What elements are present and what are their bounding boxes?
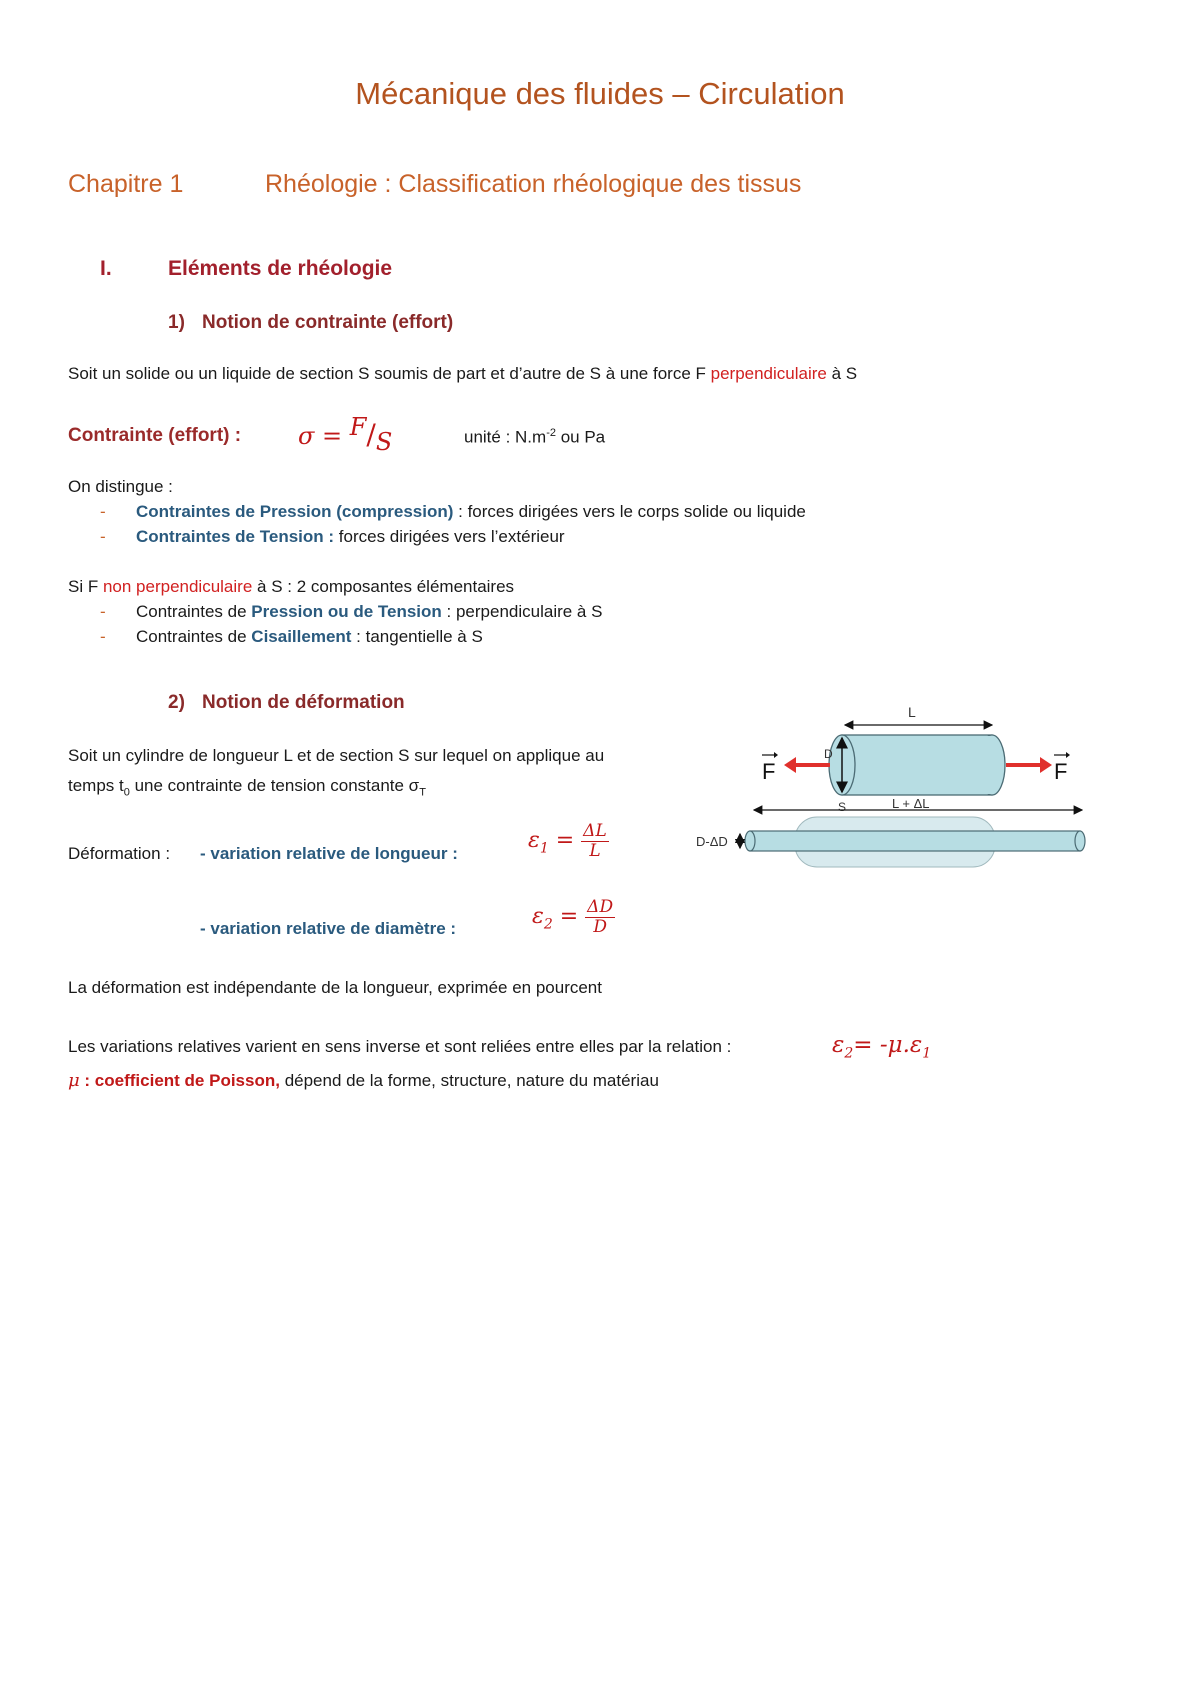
- eps1-num: ΔL: [583, 821, 607, 841]
- distinguish-text: On distingue :: [68, 477, 173, 496]
- subsection-title-1: Notion de contrainte (effort): [202, 312, 454, 333]
- rel-sub1: 2: [844, 1045, 854, 1062]
- poisson-desc: dépend de la forme, structure, nature du matériau: [279, 1071, 659, 1090]
- list-item-pressure: [100, 502, 806, 522]
- chapter-title: Rhéologie : Classification rhéologique des tissus: [265, 170, 802, 198]
- line2-a: temps t: [68, 776, 124, 795]
- cylinder-line-1: Soit un cylindre de longueur L et de section S sur lequel on applique au: [68, 746, 605, 765]
- stress-denominator: S: [375, 428, 393, 456]
- paragraph-intro: [68, 364, 857, 384]
- label-D: D: [824, 747, 833, 761]
- list-item-pressure-tension: [100, 602, 602, 622]
- unit-text-b: ou Pa: [555, 427, 606, 447]
- subsection-number-1: 1): [168, 312, 185, 333]
- bullet: -: [100, 602, 106, 621]
- eps2-fraction: [585, 898, 615, 936]
- nonperp-a: Si F: [68, 577, 103, 596]
- label-F-right: F: [1054, 759, 1068, 784]
- eps1-den: L: [589, 840, 601, 861]
- poisson-term: : coefficient de Poisson,: [79, 1071, 280, 1090]
- item2-desc: forces dirigées vers l’extérieur: [334, 527, 565, 546]
- bullet: -: [100, 527, 106, 546]
- stress-numerator: F: [349, 413, 367, 441]
- cylinder-line-2: [68, 776, 426, 798]
- item3-term: Pression ou de Tension: [251, 602, 442, 621]
- poisson-definition: [68, 1070, 659, 1091]
- line2-sub: 0: [123, 786, 130, 799]
- bullet: -: [100, 502, 106, 521]
- independence-text: La déformation est indépendante de la longueur, exprimée en pourcent: [68, 978, 602, 997]
- section-title: Eléments de rhéologie: [168, 257, 393, 280]
- document-title: Mécanique des fluides – Circulation: [355, 76, 845, 111]
- stress-label: [68, 425, 241, 447]
- intro-text-perpendicular: perpendiculaire: [710, 364, 827, 383]
- subsection-number-2: 2): [168, 692, 185, 713]
- nonperp-red: non perpendiculaire: [102, 577, 253, 596]
- epsilon1-formula: [528, 822, 609, 860]
- nonperp-b: à S : 2 composantes élémentaires: [252, 577, 515, 596]
- list-item-tension: [100, 527, 565, 547]
- poisson-mu: μ: [68, 1070, 80, 1091]
- stretched-cylinder: [750, 831, 1080, 851]
- eps2-eq: =: [552, 904, 579, 930]
- label-L: L: [908, 704, 916, 720]
- bullet: -: [100, 627, 106, 646]
- label-L-plus-dL: L + ΔL: [892, 796, 930, 811]
- paragraph-nonperp: [68, 577, 514, 597]
- item4-desc: : tangentielle à S: [351, 627, 483, 646]
- poisson-relation: [832, 1032, 931, 1062]
- stress-lhs: σ =: [298, 422, 343, 450]
- eps1-eq: =: [548, 828, 575, 854]
- unit-text: unité : N.m: [464, 427, 547, 447]
- stress-label-text: Contrainte (effort) :: [68, 425, 242, 446]
- unit-exponent: -2: [546, 427, 556, 439]
- rel-sub2: 1: [922, 1045, 932, 1062]
- eps2-sub: 2: [543, 916, 553, 933]
- eps1-fraction: [581, 822, 609, 860]
- variation-length-label: - variation relative de longueur :: [200, 844, 458, 863]
- chapter-number: Chapitre 1: [68, 170, 184, 198]
- rel-eps2: ε: [832, 1032, 845, 1058]
- item3-a: Contraintes de: [136, 602, 252, 621]
- eps2-symbol: ε: [532, 904, 544, 930]
- item1-term: Contraintes de Pression (compression): [136, 502, 454, 521]
- label-D-minus-dD: D-ΔD: [696, 834, 728, 849]
- intro-text-a: Soit un solide ou un liquide de section S soumis de part et d’autre de S à une force F: [68, 364, 711, 383]
- eps2-den: D: [593, 916, 607, 937]
- line2-sub2: T: [419, 786, 426, 799]
- item1-desc: : forces dirigées vers le corps solide ou liquide: [453, 502, 806, 521]
- cylinder-deformation-figure: [690, 695, 1090, 900]
- list-item-shear: [100, 627, 483, 647]
- variation-diameter-label: - variation relative de diamètre :: [200, 919, 457, 938]
- item4-term: Cisaillement: [251, 627, 352, 646]
- label-S: S: [838, 800, 847, 814]
- eps1-sub: 1: [539, 840, 549, 857]
- eps2-num: ΔD: [587, 897, 614, 917]
- rel-body: = -μ.ε: [853, 1032, 923, 1058]
- subsection-title-2: Notion de déformation: [202, 692, 405, 713]
- relation-text: Les variations relatives varient en sens inverse et sont reliées entre elles par la relation :: [68, 1037, 732, 1056]
- eps1-symbol: ε: [528, 828, 540, 854]
- section-numeral: I.: [100, 257, 112, 280]
- item2-term: Contraintes de Tension :: [136, 527, 335, 546]
- stress-formula: σ = F/S: [298, 413, 393, 456]
- intro-text-b: à S: [826, 364, 858, 383]
- label-F-left: F: [762, 759, 776, 784]
- item4-a: Contraintes de: [136, 627, 252, 646]
- deformation-label: Déformation :: [68, 844, 171, 863]
- epsilon2-formula: [532, 898, 615, 936]
- line2-b: une contrainte de tension constante σ: [129, 776, 420, 795]
- stress-unit: [464, 427, 605, 448]
- item3-desc: : perpendiculaire à S: [441, 602, 603, 621]
